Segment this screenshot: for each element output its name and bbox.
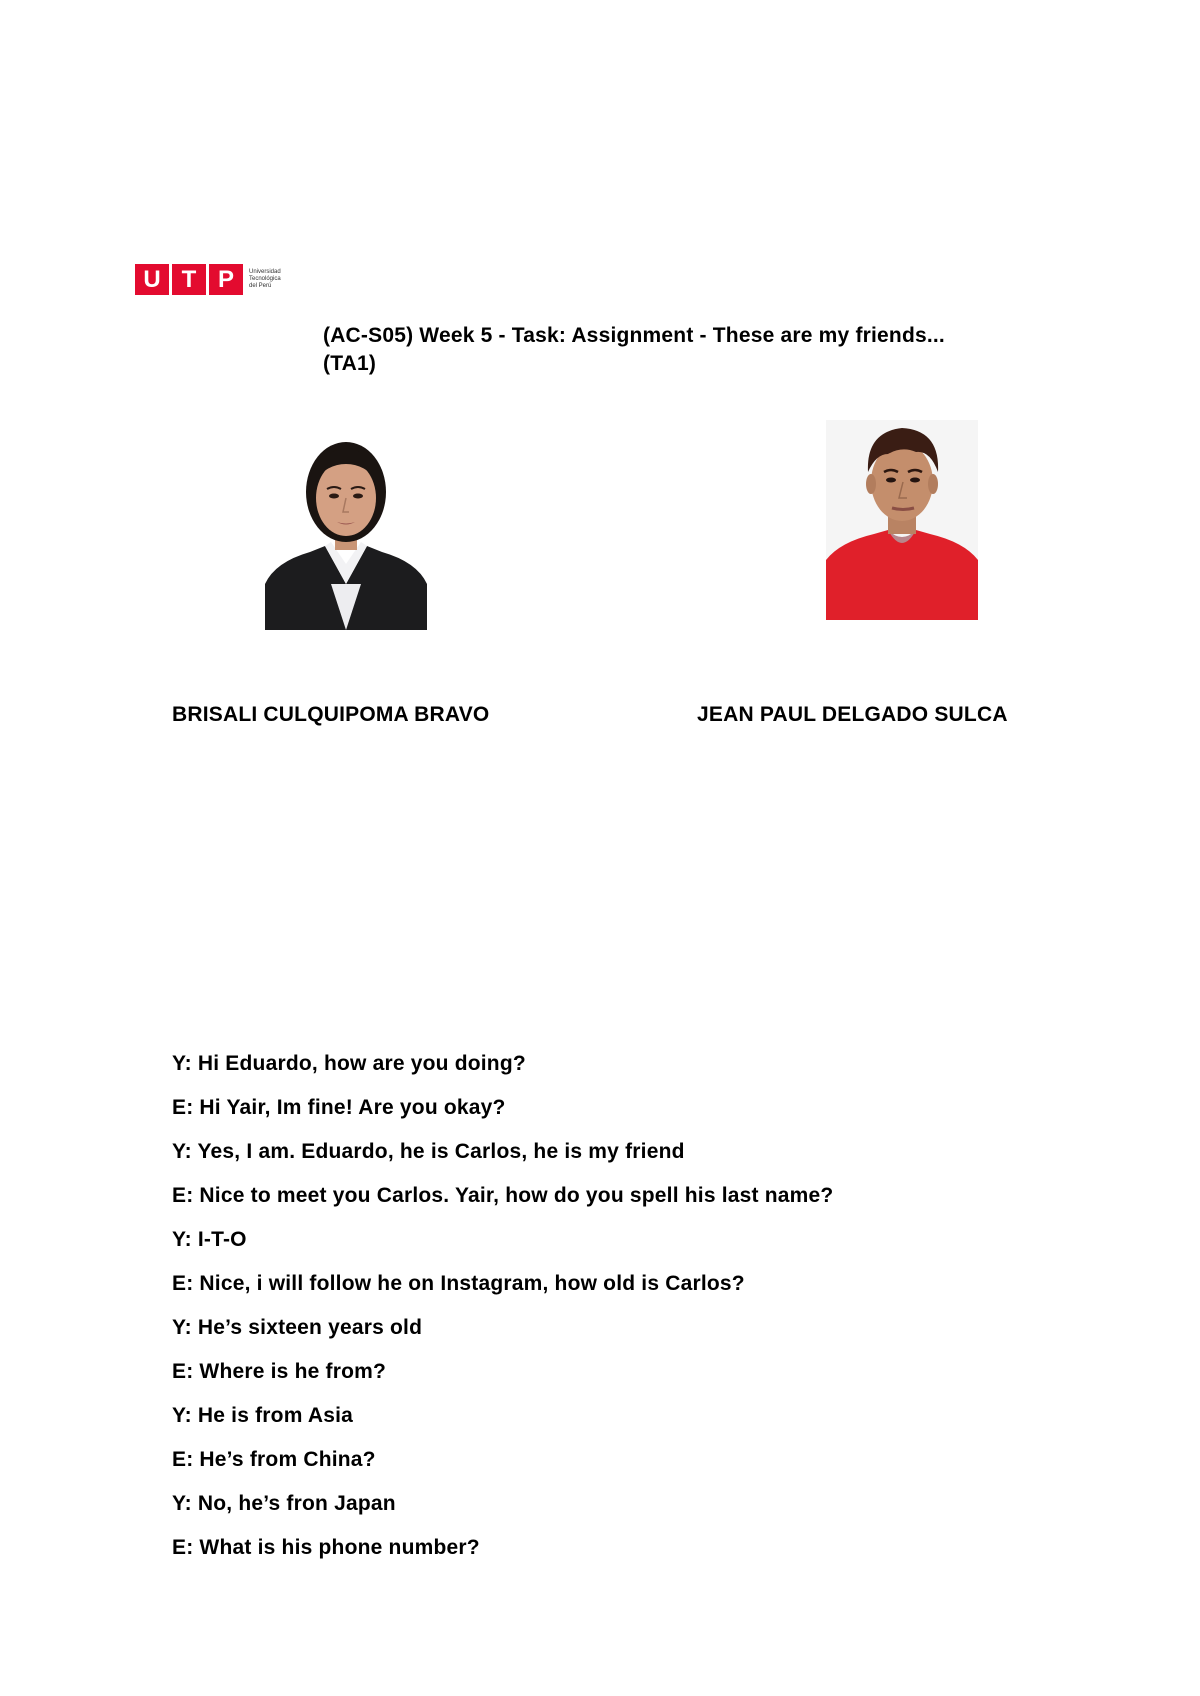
dialogue-line: Y: I-T-O xyxy=(172,1228,247,1251)
dialogue-line: Y: Hi Eduardo, how are you doing? xyxy=(172,1052,526,1075)
logo-letter-u: U xyxy=(135,264,172,295)
portrait-woman-image xyxy=(265,434,427,630)
person-name-2: JEAN PAUL DELGADO SULCA xyxy=(697,703,1008,726)
logo-subtitle xyxy=(249,269,309,290)
dialogue-line: E: Nice to meet you Carlos. Yair, how do you spell his last name? xyxy=(172,1184,834,1207)
dialogue-line: E: Hi Yair, Im fine! Are you okay? xyxy=(172,1096,506,1119)
logo-subtitle-line: Tecnológica xyxy=(249,276,281,282)
dialogue-line: E: He’s from China? xyxy=(172,1448,376,1471)
logo-subtitle-line: del Perú xyxy=(249,283,272,289)
dialogue-line: Y: No, he’s fron Japan xyxy=(172,1492,396,1515)
logo-letter-p: P xyxy=(217,265,234,293)
dialogue-line: Y: Yes, I am. Eduardo, he is Carlos, he is my friend xyxy=(172,1140,685,1163)
photo-person-2 xyxy=(826,420,978,620)
dialogue-line: Y: He’s sixteen years old xyxy=(172,1316,423,1339)
photo-person-1 xyxy=(265,434,427,630)
dialogue xyxy=(172,1050,833,1578)
utp-logo xyxy=(135,264,309,295)
page-title: (AC-S05) Week 5 - Task: Assignment - These are my friends... (TA1) xyxy=(323,324,945,375)
portrait-man-image xyxy=(826,420,978,620)
logo-letter-t: T xyxy=(172,264,209,295)
logo-letters-block xyxy=(135,264,243,295)
dialogue-line: E: Where is he from? xyxy=(172,1360,387,1383)
dialogue-line: E: Nice, i will follow he on Instagram, how old is Carlos? xyxy=(172,1272,745,1295)
person-name-1: BRISALI CULQUIPOMA BRAVO xyxy=(172,703,490,726)
dialogue-line: Y: He is from Asia xyxy=(172,1404,353,1427)
dialogue-line: E: What is his phone number? xyxy=(172,1536,480,1559)
logo-subtitle-line: Universidad xyxy=(249,269,281,275)
